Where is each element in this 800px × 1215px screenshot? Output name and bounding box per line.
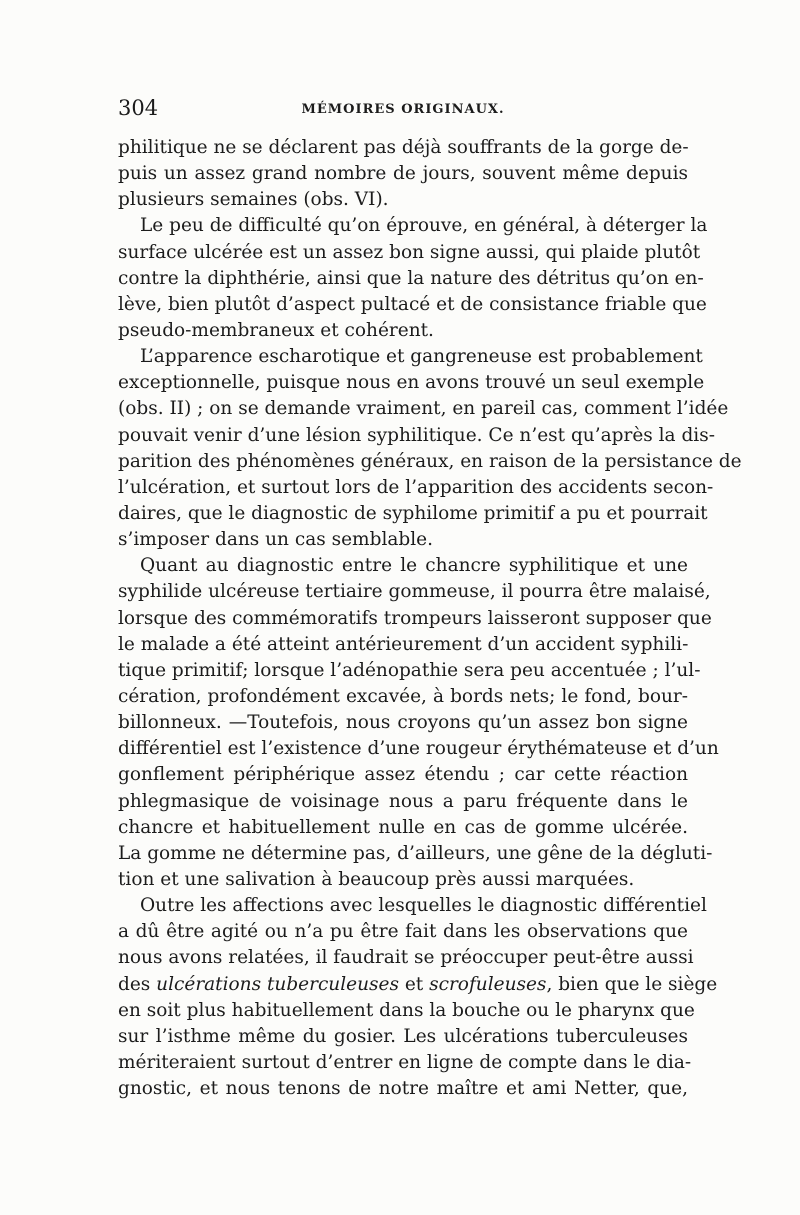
text-line: différentiel est l’existence d’une rougeur érythémateuse et d’un	[118, 738, 719, 760]
text-line: billonneux. —Toutefois, nous croyons qu’un assez bon signe	[118, 712, 688, 734]
text-line: puis un assez grand nombre de jours, souvent même depuis	[118, 163, 688, 185]
text-line: contre la diphthérie, ainsi que la nature des détritus qu’on en-	[118, 267, 704, 289]
text-line: plusieurs semaines (obs. VI).	[118, 189, 389, 211]
text-line: parition des phénomènes généraux, en raison de la persistance de	[118, 450, 742, 472]
text-line: nous avons relatées, il faudrait se préoccuper peut-être aussi	[118, 947, 694, 969]
text-line: daires, que le diagnostic de syphilome primitif a pu et pourrait	[118, 502, 708, 524]
text-segment: , bien que le siège	[546, 973, 718, 995]
text-line: gnostic, et nous tenons de notre maître et ami Netter, que,	[118, 1078, 688, 1100]
text-line: L’apparence escharotique et gangreneuse est probablement	[140, 346, 703, 368]
text-line: Le peu de difficulté qu’on éprouve, en général, à déterger la	[140, 215, 708, 237]
text-line: en soit plus habituellement dans la bouche ou le pharynx que	[118, 999, 695, 1021]
text-line: cération, profondément excavée, à bords nets; le fond, bour-	[118, 685, 688, 707]
text-segment: et	[398, 973, 430, 995]
text-line: l’ulcération, et surtout lors de l’apparition des accidents secon-	[118, 476, 714, 498]
text-line: syphilide ulcéreuse tertiaire gommeuse, il pourra être malaisé,	[118, 581, 711, 603]
italic-term-scrofuleuses: scrofuleuses	[429, 973, 547, 995]
text-line: tique primitif; lorsque l’adénopathie sera peu accentuée ; l’ul-	[118, 659, 701, 681]
text-line: lorsque des commémoratifs trompeurs laisseront supposer que	[118, 607, 712, 629]
text-line: Quant au diagnostic entre le chancre syphilitique et une	[140, 555, 688, 577]
text-line: pseudo-membraneux et cohérent.	[118, 319, 434, 341]
text-line: gonflement périphérique assez étendu ; car cette réaction	[118, 764, 688, 786]
body-text	[118, 135, 742, 1102]
text-line: lève, bien plutôt d’aspect pultacé et de consistance friable que	[118, 293, 707, 315]
text-line: s’imposer dans un cas semblable.	[118, 529, 433, 551]
text-line: philitique ne se déclarent pas déjà souffrants de la gorge de-	[118, 137, 689, 158]
text-line: phlegmasique de voisinage nous a paru fréquente dans le	[118, 790, 688, 812]
text-line: pouvait venir d’une lésion syphilitique. Ce n’est qu’après la dis-	[118, 424, 715, 446]
text-line: La gomme ne détermine pas, d’ailleurs, une gêne de la dégluti-	[118, 842, 713, 864]
running-head: MÉMOIRES ORIGINAUX.	[301, 102, 505, 117]
text-line: surface ulcérée est un assez bon signe aussi, qui plaide plutôt	[118, 241, 701, 263]
text-line: chancre et habituellement nulle en cas de gomme ulcérée.	[118, 816, 688, 838]
page-number: 304	[118, 96, 159, 120]
text-segment: des	[118, 973, 157, 995]
text-line-with-italics	[118, 972, 718, 998]
text-line: sur l’isthme même du gosier. Les ulcérations tuberculeuses	[118, 1025, 688, 1047]
text-line: le malade a été atteint antérieurement d’un accident syphili-	[118, 633, 689, 655]
text-line: a dû être agité ou n’a pu être fait dans les observations que	[118, 921, 688, 943]
text-line: mériteraient surtout d’entrer en ligne de compte dans le dia-	[118, 1051, 692, 1073]
text-line: tion et une salivation à beaucoup près aussi marquées.	[118, 868, 635, 890]
text-line: Outre les affections avec lesquelles le diagnostic différentiel	[140, 895, 707, 917]
page-header	[118, 96, 688, 126]
italic-term-ulcerations: ulcérations tuberculeuses	[156, 973, 399, 995]
text-line: exceptionnelle, puisque nous en avons trouvé un seul exemple	[118, 372, 705, 394]
text-line: (obs. II) ; on se demande vraiment, en pareil cas, comment l’idée	[118, 398, 729, 420]
